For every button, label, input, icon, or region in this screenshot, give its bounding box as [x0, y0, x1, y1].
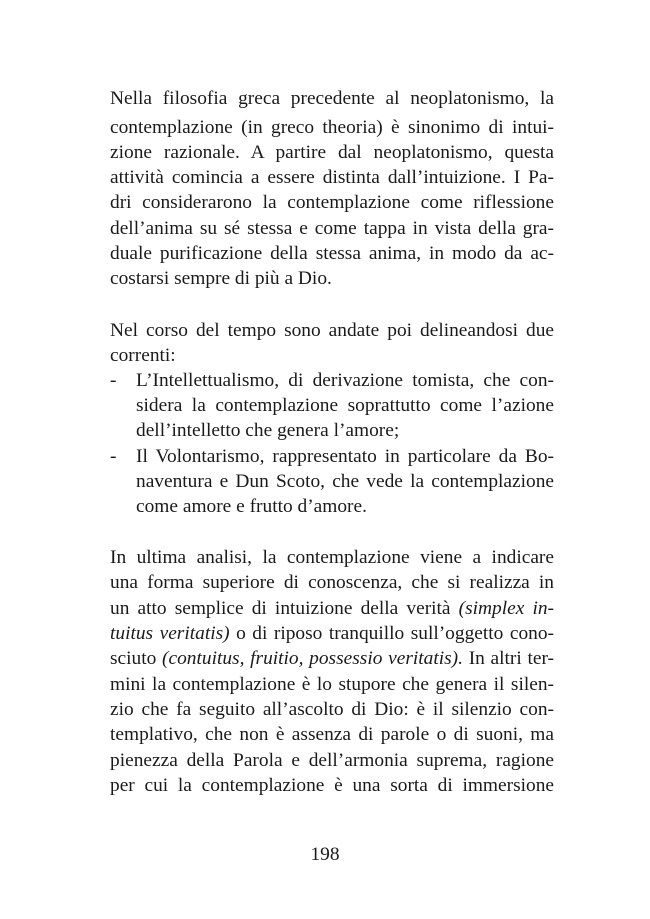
text-line: come amore e frutto d’amore.	[136, 496, 367, 517]
text-run: un atto semplice di intuizione della verità	[110, 598, 459, 619]
text-line: costarsi sempre di più a Dio.	[110, 268, 332, 289]
text-line: attività comincia a essere distinta dall’intuizione. I Pa-	[110, 167, 554, 188]
text-line: correnti:	[110, 345, 176, 366]
text-line: zio che fa seguito all’ascolto di Dio: è il silenzio con-	[110, 699, 554, 720]
text-line: dell’anima su sé stessa e come tappa in vista della gra-	[110, 218, 554, 239]
text-line: per cui la contemplazione è una sorta di immersione	[110, 775, 554, 796]
latin-term: (simplex in-	[458, 598, 555, 619]
text-line: sidera la contemplazione soprattutto come l’azione	[136, 395, 554, 416]
text-line: templativo, che non è assenza di parole o di suoni, ma	[110, 724, 554, 745]
text-line: dell’intelletto che genera l’amore;	[136, 420, 400, 441]
text-line	[110, 621, 554, 647]
text-line: Nel corso del tempo sono andate poi delineandosi due	[110, 320, 554, 341]
latin-term: tuitus veritatis)	[110, 623, 230, 644]
text-line: Il Volontarismo, rappresentato in particolare da Bo-	[136, 446, 554, 467]
text-line: naventura e Dun Scoto, che vede la contemplazione	[136, 471, 554, 492]
text-run: sciuto	[110, 648, 163, 669]
text-line: duale purificazione della stessa anima, in modo da ac-	[110, 243, 554, 264]
text-line: dri considerarono la contemplazione come riflessione	[110, 192, 554, 213]
text-line: contemplazione (in greco theoria) è sinonimo di intui-	[110, 117, 554, 138]
page-number: 198	[310, 844, 340, 865]
list-bullet: -	[110, 446, 117, 467]
text-run: In altri ter-	[463, 648, 554, 669]
text-run: o di riposo tranquillo sull’oggetto cono-	[229, 623, 554, 644]
text-line: pienezza della Parola e dell’armonia suprema, ragione	[110, 750, 554, 771]
text-line: L’Intellettualismo, di derivazione tomista, che con-	[136, 370, 554, 391]
text-line: Nella filosofia greca precedente al neoplatonismo, la	[110, 88, 554, 109]
text-line: mini la contemplazione è lo stupore che genera il silen-	[110, 674, 554, 695]
text-line	[110, 596, 554, 622]
text-line: In ultima analisi, la contemplazione viene a indicare	[110, 547, 554, 568]
latin-term: (contuitus, fruitio, possessio veritatis).	[162, 648, 463, 669]
text-line	[110, 646, 554, 672]
text-line: zione razionale. A partire dal neoplatonismo, questa	[110, 142, 554, 163]
text-line: una forma superiore di conoscenza, che si realizza in	[110, 572, 554, 593]
list-bullet: -	[110, 370, 117, 391]
